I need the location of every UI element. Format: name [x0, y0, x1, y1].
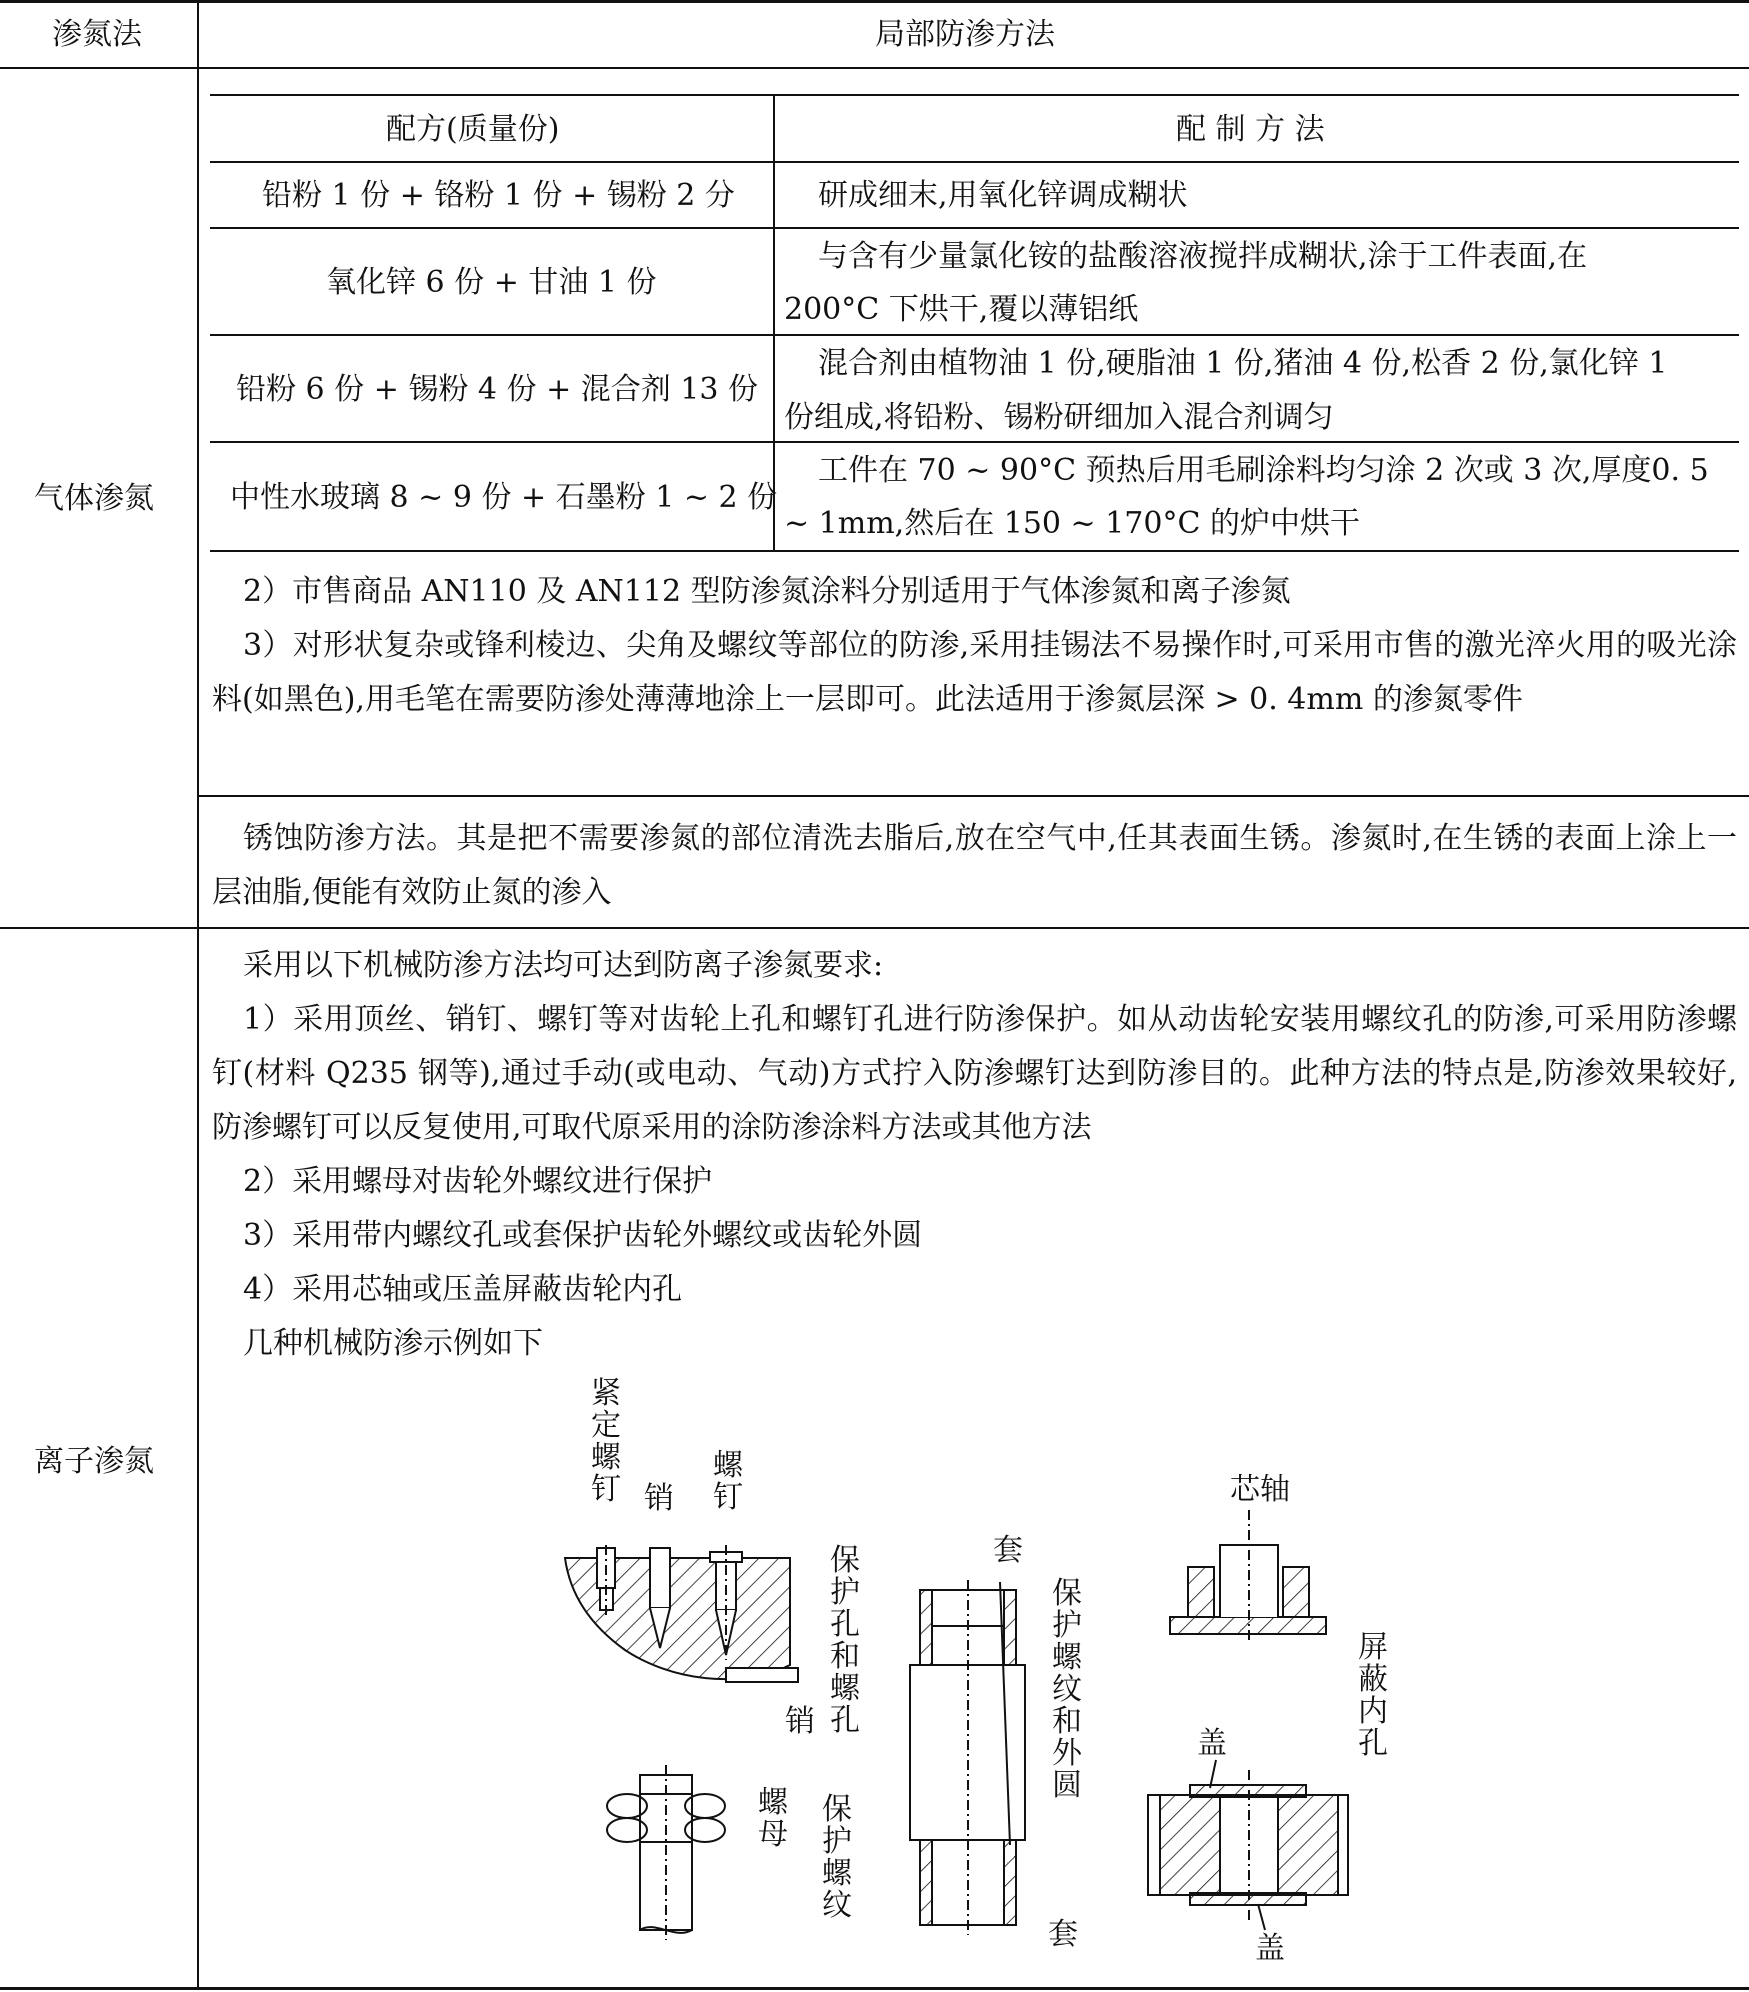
method-3-line-1: 混合剂由植物油 1 份,硬脂油 1 份,猪油 4 份,松香 2 份,氯化锌 1 [818, 346, 1668, 381]
ion-item-3: 3）采用带内螺纹孔或套保护齿轮外螺纹或齿轮外圆 [243, 1218, 923, 1253]
formula-2: 氧化锌 6 份 + 甘油 1 份 [326, 265, 657, 300]
rust-method [212, 812, 1737, 920]
table-top-border [0, 0, 1749, 3]
ion-item-1: 1）采用顶丝、销钉、螺钉等对齿轮上孔和螺钉孔进行防渗保护。如从动齿轮安装用螺纹孔的防渗,可采用防渗螺钉(材料 Q235 钢等),通过手动(或电动、气动)方式拧入防渗螺钉达到防渗目的。此种方法的特点是,防渗效果较好,防渗螺钉可以反复使用,可取代原采用的涂防渗涂料方法或其他方法 [212, 1002, 1737, 1145]
method-4-line-1: 工件在 70 ~ 90°C 预热后用毛刷涂料均匀涂 2 次或 3 次,厚度0. 5 [818, 453, 1709, 488]
ion-figure-intro: 几种机械防渗示例如下 [243, 1326, 543, 1361]
subtable-header-divider [210, 161, 1739, 163]
label-sleeve-bottom: 套 [1048, 1917, 1078, 1952]
label-shield-bore: 屏 蔽 内 孔 [1358, 1630, 1388, 1761]
label-screw: 螺 钉 [713, 1448, 743, 1515]
label-pin-bottom: 销 [785, 1704, 815, 1739]
formula-1: 铅粉 1 份 + 铬粉 1 份 + 锡粉 2 分 [262, 178, 735, 213]
method-3-line-2: 份组成,将铅粉、锡粉研细加入混合剂调匀 [784, 400, 1334, 435]
gas-notes [212, 565, 1737, 727]
label-protect-thread: 保 护 螺 纹 [822, 1792, 852, 1923]
method-4-line-2: ~ 1mm,然后在 150 ~ 170°C 的炉中烘干 [784, 506, 1360, 541]
header-divider [0, 67, 1749, 69]
subtable-row-divider-3 [210, 441, 1739, 443]
subtable-header-method: 配 制 方 法 [1176, 112, 1325, 147]
header-local-protection: 局部防渗方法 [875, 17, 1055, 52]
subtable-bottom-border [210, 550, 1739, 552]
subtable-row-divider-1 [210, 227, 1739, 229]
ion-item-2: 2）采用螺母对齿轮外螺纹进行保护 [243, 1164, 713, 1199]
method-1-line-1: 研成细末,用氧化锌调成糊状 [818, 178, 1188, 213]
note-3: 3）对形状复杂或锋利棱边、尖角及螺纹等部位的防渗,采用挂锡法不易操作时,可采用市售的激光淬火用的吸光涂料(如黑色),用毛笔在需要防渗处薄薄地涂上一层即可。此法适用于渗氮层深 > 0. 4mm 的渗氮零件 [212, 628, 1737, 717]
ion-intro: 采用以下机械防渗方法均可达到防离子渗氮要求: [243, 948, 884, 983]
formula-4: 中性水玻璃 8 ~ 9 份 + 石墨粉 1 ~ 2 份 [230, 480, 778, 515]
label-cover-top: 盖 [1197, 1726, 1227, 1761]
mandrel-shield [1170, 1510, 1326, 1640]
label-cover-bottom: 盖 [1255, 1931, 1285, 1966]
mechanical-protection-figure [540, 1375, 1380, 1975]
rust-section-divider [199, 795, 1749, 797]
ion-nitriding-label: 离子渗氮 [34, 1444, 154, 1479]
sleeve-shaft [910, 1580, 1025, 1935]
label-sleeve-top: 套 [993, 1533, 1023, 1568]
cover-shield [1148, 1760, 1348, 1930]
table-bottom-border [0, 1987, 1749, 1990]
gas-nitriding-label: 气体渗氮 [34, 481, 154, 516]
label-pin: 销 [644, 1481, 674, 1516]
method-2-line-1: 与含有少量氯化铵的盐酸溶液搅拌成糊状,涂于工件表面,在 [818, 239, 1588, 274]
ion-paragraphs [212, 939, 1737, 1371]
header-method: 渗氮法 [52, 17, 142, 52]
label-set-screw: 紧 定 螺 钉 [591, 1376, 621, 1507]
ion-item-4: 4）采用芯轴或压盖屏蔽齿轮内孔 [243, 1272, 683, 1307]
hole-protection-block [565, 1545, 798, 1682]
subtable-header-formula: 配方(质量份) [386, 112, 560, 147]
row-divider [0, 927, 1749, 929]
method-2-line-2: 200°C 下烘干,覆以薄铝纸 [784, 292, 1139, 327]
note-2: 2）市售商品 AN110 及 AN112 型防渗氮涂料分别适用于气体渗氮和离子渗氮 [243, 574, 1291, 609]
subtable-top-border [210, 94, 1739, 96]
label-mandrel: 芯轴 [1230, 1472, 1290, 1507]
label-protect-hole: 保 护 孔 和 螺 孔 [830, 1543, 860, 1738]
column-divider [197, 0, 199, 1990]
subtable-row-divider-2 [210, 334, 1739, 336]
label-protect-thread-circle: 保 护 螺 纹 和 外 圆 [1052, 1576, 1082, 1803]
label-nut: 螺 母 [758, 1785, 788, 1852]
formula-3: 铅粉 6 份 + 锡粉 4 份 + 混合剂 13 份 [236, 372, 758, 407]
nut-on-thread [607, 1765, 725, 1940]
rust-method-text: 锈蚀防渗方法。其是把不需要渗氮的部位清洗去脂后,放在空气中,任其表面生锈。渗氮时,在生锈的表面上涂上一层油脂,便能有效防止氮的渗入 [212, 821, 1737, 910]
